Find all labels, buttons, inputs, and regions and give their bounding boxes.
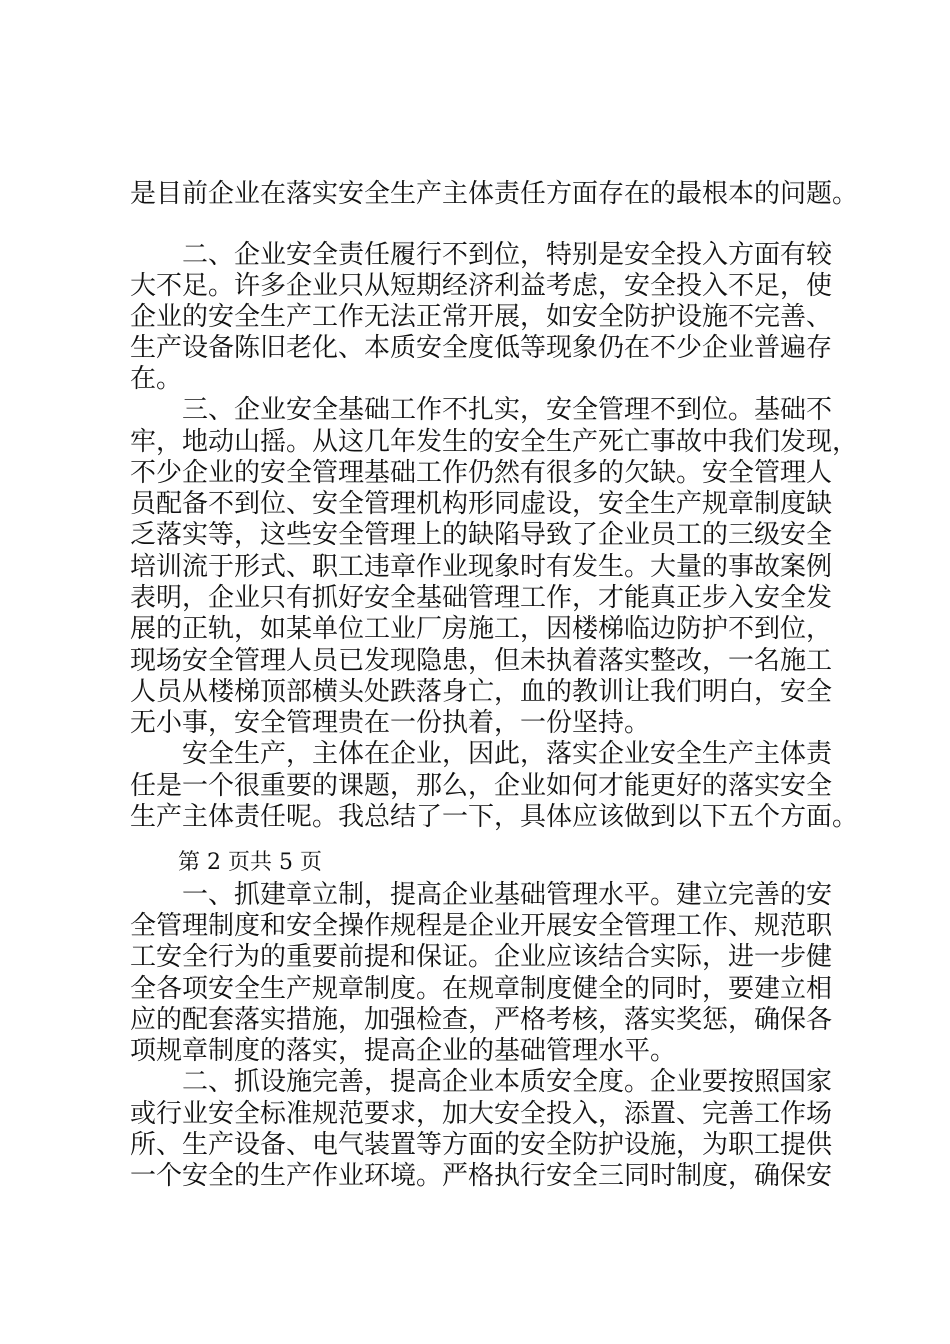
text-line: 培训流于形式、职工违章作业现象时有发生。大量的事故案例 bbox=[130, 552, 833, 582]
text-line: 大不足。许多企业只从短期经济利益考虑，安全投入不足，使 bbox=[130, 271, 833, 301]
text-line: 全各项安全生产规章制度。在规章制度健全的同时，要建立相 bbox=[130, 974, 833, 1004]
text-line: 企业的安全生产工作无法正常开展，如安全防护设施不完善、 bbox=[130, 302, 833, 332]
text-line: 三、企业安全基础工作不扎实，安全管理不到位。基础不 bbox=[130, 395, 833, 425]
text-line: 一个安全的生产作业环境。严格执行安全三同时制度，确保安 bbox=[130, 1161, 833, 1191]
text-line: 工安全行为的重要前提和保证。企业应该结合实际，进一步健 bbox=[130, 942, 833, 972]
text-line: 项规章制度的落实，提高企业的基础管理水平。 bbox=[130, 1036, 677, 1066]
text-line: 人员从楼梯顶部横头处跌落身亡，血的教训让我们明白，安全 bbox=[130, 677, 833, 707]
text-line: 一、抓建章立制，提高企业基础管理水平。建立完善的安 bbox=[130, 880, 833, 910]
text-line: 生产主体责任呢。我总结了一下，具体应该做到以下五个方面。 bbox=[130, 802, 859, 832]
page-footer: 第 2 页共 5 页 bbox=[178, 850, 322, 875]
text-line: 表明，企业只有抓好安全基础管理工作，才能真正步入安全发 bbox=[130, 583, 833, 613]
text-line: 无小事，安全管理贵在一份执着，一份坚持。 bbox=[130, 708, 651, 738]
text-line: 乏落实等，这些安全管理上的缺陷导致了企业员工的三级安全 bbox=[130, 520, 833, 550]
text-line: 生产设备陈旧老化、本质安全度低等现象仍在不少企业普遍存 bbox=[130, 333, 833, 363]
text-line: 所、生产设备、电气装置等方面的安全防护设施，为职工提供 bbox=[130, 1130, 833, 1160]
text-line: 员配备不到位、安全管理机构形同虚设，安全生产规章制度缺 bbox=[130, 489, 833, 519]
text-line: 牢，地动山摇。从这几年发生的安全生产死亡事故中我们发现， bbox=[130, 427, 859, 457]
text-line: 展的正轨，如某单位工业厂房施工，因楼梯临边防护不到位， bbox=[130, 614, 833, 644]
text-line: 全管理制度和安全操作规程是企业开展安全管理工作、规范职 bbox=[130, 911, 833, 941]
text-line: 安全生产，主体在企业，因此，落实企业安全生产主体责 bbox=[130, 739, 833, 769]
text-line: 二、企业安全责任履行不到位，特别是安全投入方面有较 bbox=[130, 240, 833, 270]
text-line: 应的配套落实措施，加强检查，严格考核，落实奖惩，确保各 bbox=[130, 1005, 833, 1035]
text-line: 任是一个很重要的课题，那么，企业如何才能更好的落实安全 bbox=[130, 771, 833, 801]
text-line: 或行业安全标准规范要求，加大安全投入，添置、完善工作场 bbox=[130, 1099, 833, 1129]
text-line: 现场安全管理人员已发现隐患，但未执着落实整改，一名施工 bbox=[130, 646, 833, 676]
text-line: 不少企业的安全管理基础工作仍然有很多的欠缺。安全管理人 bbox=[130, 458, 833, 488]
text-line: 二、抓设施完善，提高企业本质安全度。企业要按照国家 bbox=[130, 1067, 833, 1097]
text-line: 在。 bbox=[130, 364, 183, 394]
text-line: 是目前企业在落实安全生产主体责任方面存在的最根本的问题。 bbox=[130, 179, 859, 209]
